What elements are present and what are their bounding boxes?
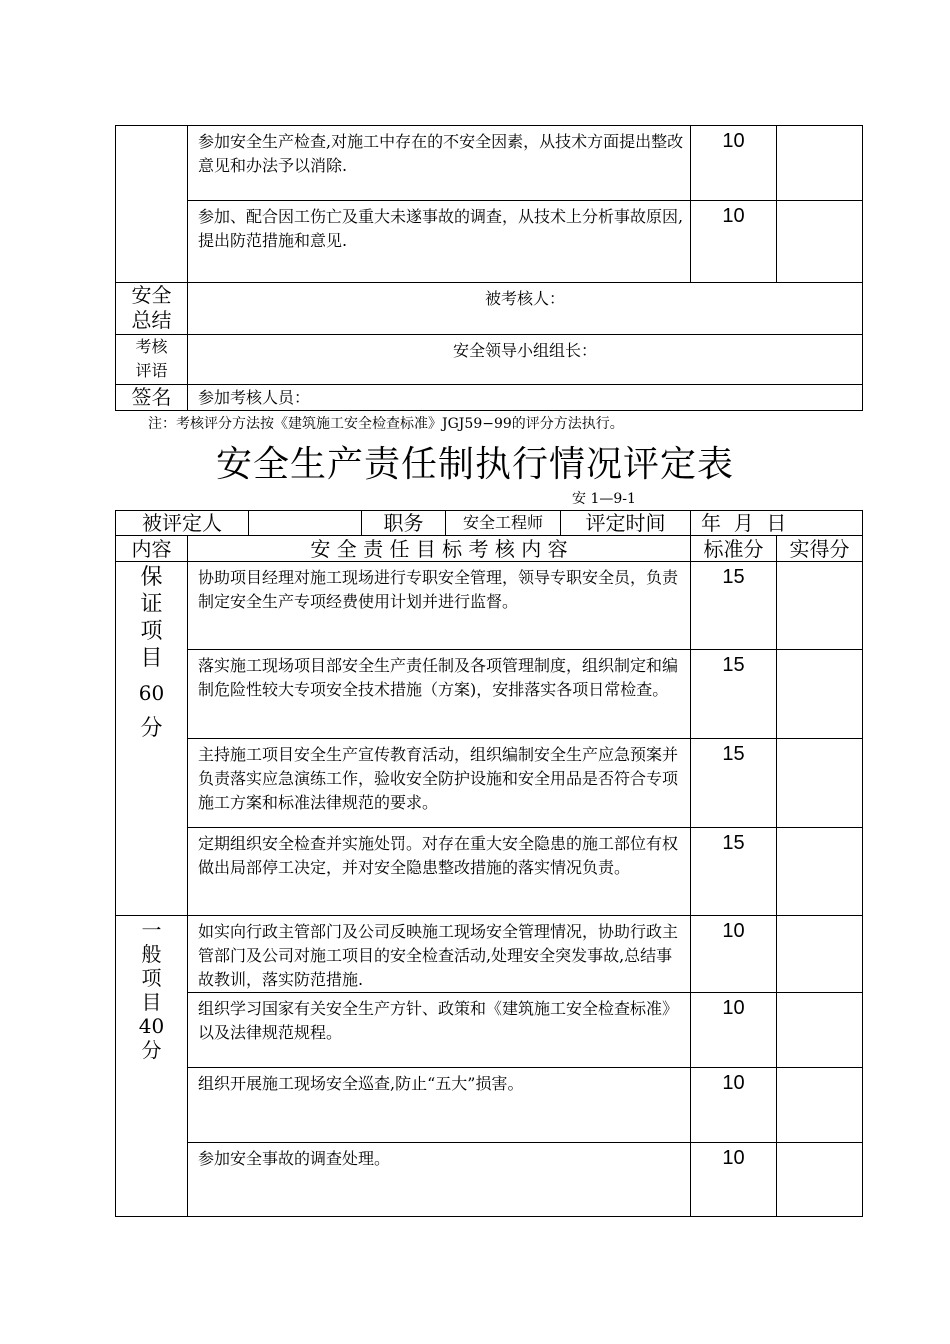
table-row bbox=[116, 201, 863, 283]
item-desc: 参加安全生产检查,对施工中存在的不安全因素，从技术方面提出整改意见和办法予以消除. bbox=[188, 126, 691, 201]
group-label-guarantee: 保 证 项 目 60 分 bbox=[116, 562, 188, 916]
item-score: 15 bbox=[691, 650, 777, 739]
col-target: 安 全 责 任 目 标 考 核 内 容 bbox=[188, 536, 691, 562]
item-score: 10 bbox=[691, 916, 777, 993]
summary-label: 安全 总结 bbox=[116, 283, 188, 335]
item-desc: 如实向行政主管部门及公司反映施工现场安全管理情况，协助行政主管部门及公司对施工项目的安全检查活动,处理安全突发事故,总结事故教训，落实防范措施. bbox=[188, 916, 691, 993]
item-score: 10 bbox=[691, 126, 777, 201]
item-score: 10 bbox=[691, 1143, 777, 1217]
scoring-note: 注：考核评分方法按《建筑施工安全检查标准》JGJ59−99的评分方法执行。 bbox=[148, 416, 624, 432]
item-desc: 组织开展施工现场安全巡查,防止“五大”损害。 bbox=[188, 1068, 691, 1143]
actual-score-cell[interactable] bbox=[777, 739, 863, 828]
evaluee-label: 被评定人 bbox=[116, 511, 249, 536]
col-actual: 实得分 bbox=[777, 536, 863, 562]
actual-score-cell[interactable] bbox=[777, 916, 863, 993]
page-title: 安全生产责任制执行情况评定表 bbox=[215, 444, 734, 485]
item-score: 10 bbox=[691, 201, 777, 283]
item-desc: 参加、配合因工伤亡及重大未遂事故的调查，从技术上分析事故原因,提出防范措施和意见. bbox=[188, 201, 691, 283]
actual-score-cell[interactable] bbox=[777, 828, 863, 916]
actual-score-cell[interactable] bbox=[777, 1068, 863, 1143]
item-score: 15 bbox=[691, 562, 777, 650]
evaluee-value[interactable] bbox=[249, 511, 362, 536]
form-code: 安 1—9-1 bbox=[572, 491, 636, 507]
position-value: 安全工程师 bbox=[446, 511, 561, 536]
item-desc: 落实施工现场项目部安全生产责任制及各项管理制度，组织制定和编制危险性较大专项安全技术措施（方案)，安排落实各项日常检查。 bbox=[188, 650, 691, 739]
date-label: 评定时间 bbox=[561, 511, 691, 536]
table-row bbox=[116, 126, 863, 201]
comment-row bbox=[116, 335, 863, 385]
actual-score-cell[interactable] bbox=[777, 126, 863, 201]
item-score: 10 bbox=[691, 1068, 777, 1143]
table-row bbox=[116, 1068, 863, 1143]
upper-table bbox=[115, 125, 863, 411]
summary-text[interactable]: 被考核人： bbox=[188, 283, 863, 335]
table-row bbox=[116, 650, 863, 739]
item-score: 10 bbox=[691, 993, 777, 1068]
evaluation-table bbox=[115, 510, 863, 1217]
col-content: 内容 bbox=[116, 536, 188, 562]
summary-row bbox=[116, 283, 863, 335]
col-standard: 标准分 bbox=[691, 536, 777, 562]
comment-label: 考核 评语 bbox=[116, 335, 188, 385]
item-desc: 参加安全事故的调查处理。 bbox=[188, 1143, 691, 1217]
table-row bbox=[116, 562, 863, 650]
item-desc: 主持施工项目安全生产宣传教育活动，组织编制安全生产应急预案并负责落实应急演练工作，验收安全防护设施和安全用品是否符合专项施工方案和标准法律规范的要求。 bbox=[188, 739, 691, 828]
item-score: 15 bbox=[691, 828, 777, 916]
table-row bbox=[116, 1143, 863, 1217]
actual-score-cell[interactable] bbox=[777, 1143, 863, 1217]
comment-text[interactable]: 安全领导小组组长： bbox=[188, 335, 863, 385]
position-label: 职务 bbox=[362, 511, 446, 536]
item-desc: 协助项目经理对施工现场进行专职安全管理，领导专职安全员，负责制定安全生产专项经费使用计划并进行监督。 bbox=[188, 562, 691, 650]
sign-row bbox=[116, 385, 863, 411]
table-row bbox=[116, 739, 863, 828]
date-value[interactable]: 年 月 日 bbox=[691, 511, 863, 536]
item-desc: 定期组织安全检查并实施处罚。对存在重大安全隐患的施工部位有权做出局部停工决定，并对安全隐患整改措施的落实情况负责。 bbox=[188, 828, 691, 916]
header-row bbox=[116, 511, 863, 536]
sign-text[interactable]: 参加考核人员： bbox=[188, 385, 863, 411]
column-header-row bbox=[116, 536, 863, 562]
table-row bbox=[116, 828, 863, 916]
group-label-general: 一 般 项 目 40 分 bbox=[116, 916, 188, 1217]
actual-score-cell[interactable] bbox=[777, 650, 863, 739]
sign-label: 签名 bbox=[116, 385, 188, 411]
table-row bbox=[116, 993, 863, 1068]
actual-score-cell[interactable] bbox=[777, 562, 863, 650]
item-score: 15 bbox=[691, 739, 777, 828]
table-row bbox=[116, 916, 863, 993]
item-desc: 组织学习国家有关安全生产方针、政策和《建筑施工安全检查标准》以及法律规范规程。 bbox=[188, 993, 691, 1068]
empty-cell bbox=[116, 126, 188, 283]
actual-score-cell[interactable] bbox=[777, 993, 863, 1068]
actual-score-cell[interactable] bbox=[777, 201, 863, 283]
